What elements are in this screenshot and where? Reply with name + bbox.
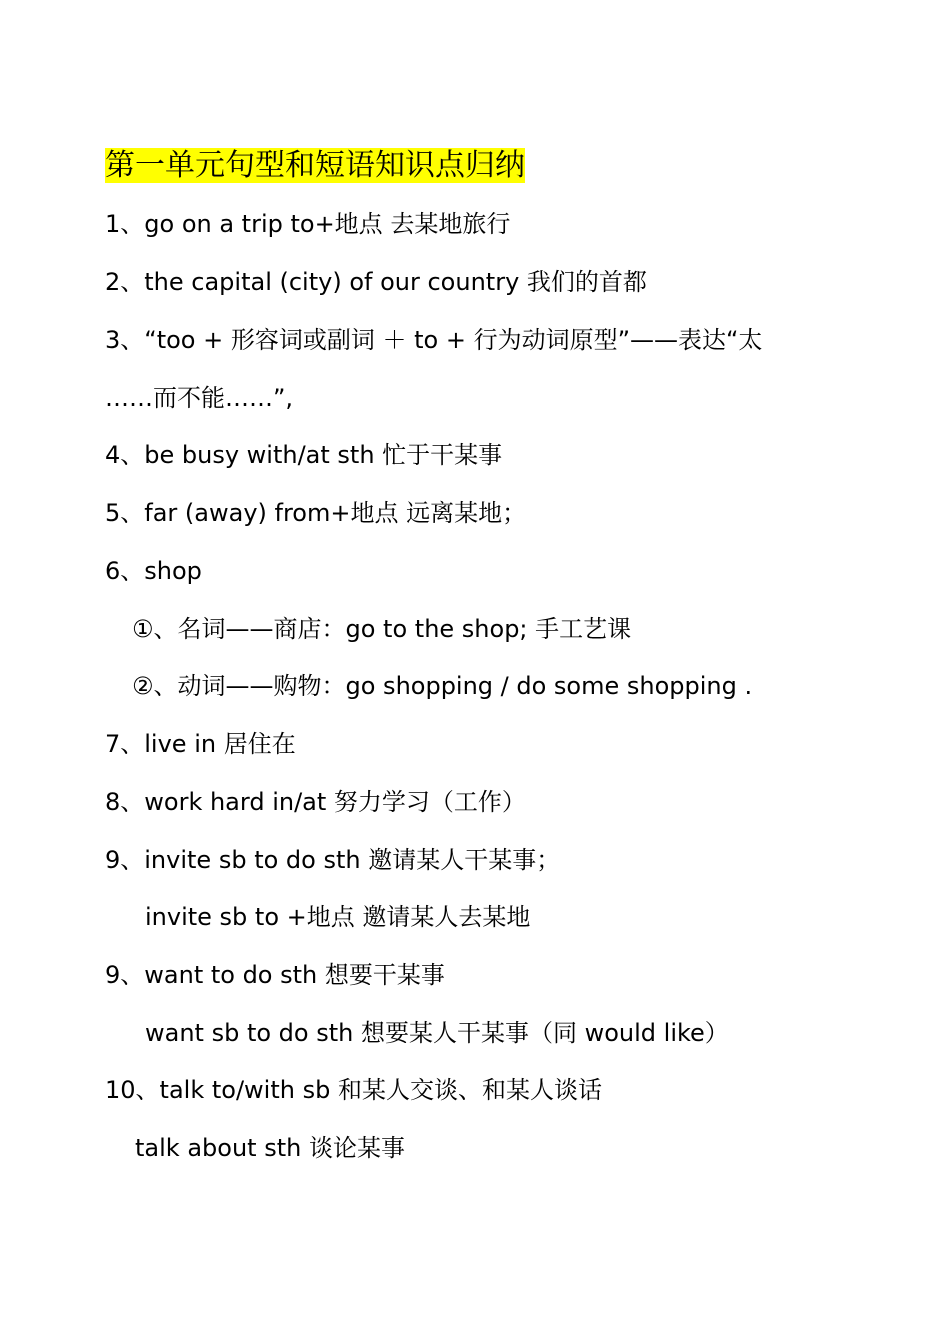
list-item: 2、the capital (city) of our country 我们的首都 xyxy=(105,268,647,296)
list-item: 9、invite sb to do sth 邀请某人干某事； xyxy=(105,846,561,874)
list-item: 8、work hard in/at 努力学习（工作） xyxy=(105,788,526,816)
list-item: 10、talk to/with sb 和某人交谈、和某人谈话 xyxy=(105,1076,602,1104)
list-item: 9、want to do sth 想要干某事 xyxy=(105,961,445,989)
list-item-continuation: ……而不能……”, xyxy=(105,384,294,412)
list-item-continuation: want sb to do sth 想要某人干某事（同 would like） xyxy=(145,1019,729,1047)
sub-list-item: ①、名词——商店：go to the shop; 手工艺课 xyxy=(132,615,632,643)
title-highlight: 第一单元句型和短语知识点归纳 xyxy=(105,148,525,183)
list-item-continuation: talk about sth 谈论某事 xyxy=(135,1134,405,1162)
list-item: 1、go on a trip to+地点 去某地旅行 xyxy=(105,210,511,238)
list-item: 3、“too + 形容词或副词 ＋ to + 行为动词原型”——表达“太 xyxy=(105,326,763,354)
list-item: 5、far (away) from+地点 远离某地； xyxy=(105,499,527,527)
list-item: 7、live in 居住在 xyxy=(105,730,296,758)
page-title xyxy=(105,146,525,186)
list-item: 4、be busy with/at sth 忙于干某事 xyxy=(105,441,503,469)
list-item-continuation: invite sb to +地点 邀请某人去某地 xyxy=(145,903,531,931)
list-item: 6、shop xyxy=(105,557,202,585)
sub-list-item: ②、动词——购物：go shopping / do some shopping . xyxy=(132,672,753,700)
